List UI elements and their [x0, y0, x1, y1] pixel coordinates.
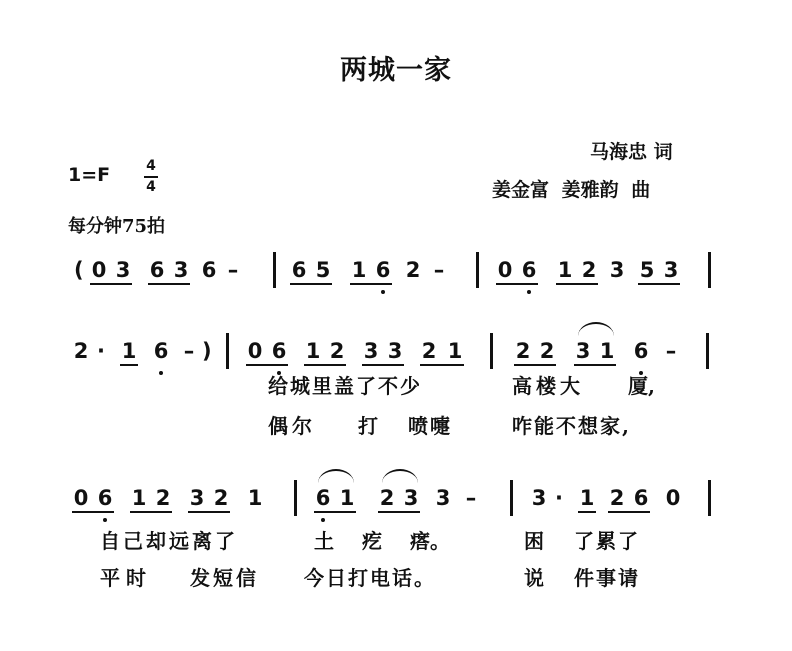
note-digit: 1 [557, 258, 573, 282]
intro-paren-close: ) [202, 339, 212, 363]
note-digit: 6 [149, 258, 165, 282]
lyric-verse1-line1: 给城里盖了不少 [268, 374, 422, 398]
slur [318, 469, 354, 483]
lyric-verse1-line1: 厦, [628, 374, 655, 398]
note-digit: 2 [515, 339, 531, 363]
note-digit: 5 [315, 258, 331, 282]
note-digit: 0 [91, 258, 107, 282]
augmentation-dot: · [555, 486, 563, 510]
lyric-verse1-line2: 土 [314, 529, 334, 553]
barline [294, 480, 297, 516]
note-digit: 1 [305, 339, 321, 363]
lyric-verse1-line2: 瘩。 [410, 529, 450, 553]
note-digit: 3 [609, 258, 625, 282]
note-digit: 3 [115, 258, 131, 282]
lyric-verse2-line1: 打 [358, 414, 378, 438]
lyric-verse2-line2: 今日打电话。 [304, 566, 436, 590]
barline [510, 480, 513, 516]
tempo-marking: 每分钟75拍 [68, 216, 166, 237]
lyric-verse2-line1: 喷嚏 [408, 414, 452, 438]
note-digit: 6 [153, 339, 169, 363]
note-digit: 3 [531, 486, 547, 510]
note-digit: 1 [447, 339, 463, 363]
lyric-verse2-line1: 偶尔 [268, 414, 316, 438]
note-digit: 3 [173, 258, 189, 282]
lyric-verse2-line2: 说 [524, 566, 544, 590]
hold-dash: – [433, 258, 445, 282]
note-digit: 5 [639, 258, 655, 282]
note-digit: 2 [329, 339, 345, 363]
underline [72, 511, 114, 513]
hold-dash: – [183, 339, 195, 363]
note-digit: 1 [131, 486, 147, 510]
note-digit: 1 [247, 486, 263, 510]
lyric-verse1-line2: 疙 [362, 529, 382, 553]
underline [578, 511, 596, 513]
note-digit: 2 [581, 258, 597, 282]
key-signature: 1=F [68, 164, 111, 186]
hold-dash: – [665, 339, 677, 363]
note-digit: 3 [435, 486, 451, 510]
note-digit: 2 [379, 486, 395, 510]
note-digit: 6 [271, 339, 287, 363]
intro-paren-open: ( [74, 258, 84, 282]
note-digit: 0 [665, 486, 681, 510]
note-digit: 3 [403, 486, 419, 510]
note-digit: 1 [579, 486, 595, 510]
underline [378, 511, 420, 513]
lyric-verse1-line2: 了累了 [574, 529, 640, 553]
octave-dot-below [321, 518, 325, 522]
note-digit: 0 [247, 339, 263, 363]
lyricist-credit: 马海忠 词 [590, 141, 673, 163]
underline [188, 511, 230, 513]
note-digit: 1 [121, 339, 137, 363]
note-digit: 6 [633, 339, 649, 363]
underline [130, 511, 172, 513]
note-digit: 3 [387, 339, 403, 363]
note-digit: 2 [421, 339, 437, 363]
note-digit: 3 [363, 339, 379, 363]
hold-dash: – [227, 258, 239, 282]
lyric-verse2-line2: 发短信 [190, 566, 259, 590]
note-digit: 3 [189, 486, 205, 510]
note-digit: 1 [351, 258, 367, 282]
note-digit: 6 [633, 486, 649, 510]
note-digit: 6 [97, 486, 113, 510]
lyric-verse1-line2: 困 [524, 529, 544, 553]
note-digit: 6 [315, 486, 331, 510]
note-digit: 6 [521, 258, 537, 282]
note-digit: 6 [201, 258, 217, 282]
augmentation-dot: · [97, 339, 105, 363]
note-digit: 2 [213, 486, 229, 510]
lyric-verse2-line1: 咋能不想家, [512, 414, 631, 438]
composer-credit: 姜金富 姜雅韵 曲 [492, 179, 651, 201]
note-digit: 6 [375, 258, 391, 282]
time-signature-top: 4 [146, 158, 156, 174]
hold-dash: – [465, 486, 477, 510]
note-digit: 3 [575, 339, 591, 363]
note-digit: 2 [539, 339, 555, 363]
note-digit: 1 [339, 486, 355, 510]
note-digit: 6 [291, 258, 307, 282]
lyric-verse2-line2: 平时 [100, 566, 152, 590]
underline [314, 511, 356, 513]
slur [382, 469, 418, 483]
note-digit: 3 [663, 258, 679, 282]
note-digit: 0 [73, 486, 89, 510]
lyric-verse1-line2: 自己却远离了 [100, 529, 238, 553]
page-title: 两城一家 [340, 55, 452, 86]
lyric-verse1-line1: 高楼大 [512, 374, 584, 398]
note-digit: 0 [497, 258, 513, 282]
note-digit: 2 [155, 486, 171, 510]
lyric-verse2-line2: 件事请 [574, 566, 640, 590]
note-digit: 2 [609, 486, 625, 510]
underline [608, 511, 650, 513]
note-digit: 2 [405, 258, 421, 282]
time-signature-bottom: 4 [146, 179, 156, 195]
barline [708, 480, 711, 516]
octave-dot-below [103, 518, 107, 522]
note-digit: 2 [73, 339, 89, 363]
note-digit: 1 [599, 339, 615, 363]
